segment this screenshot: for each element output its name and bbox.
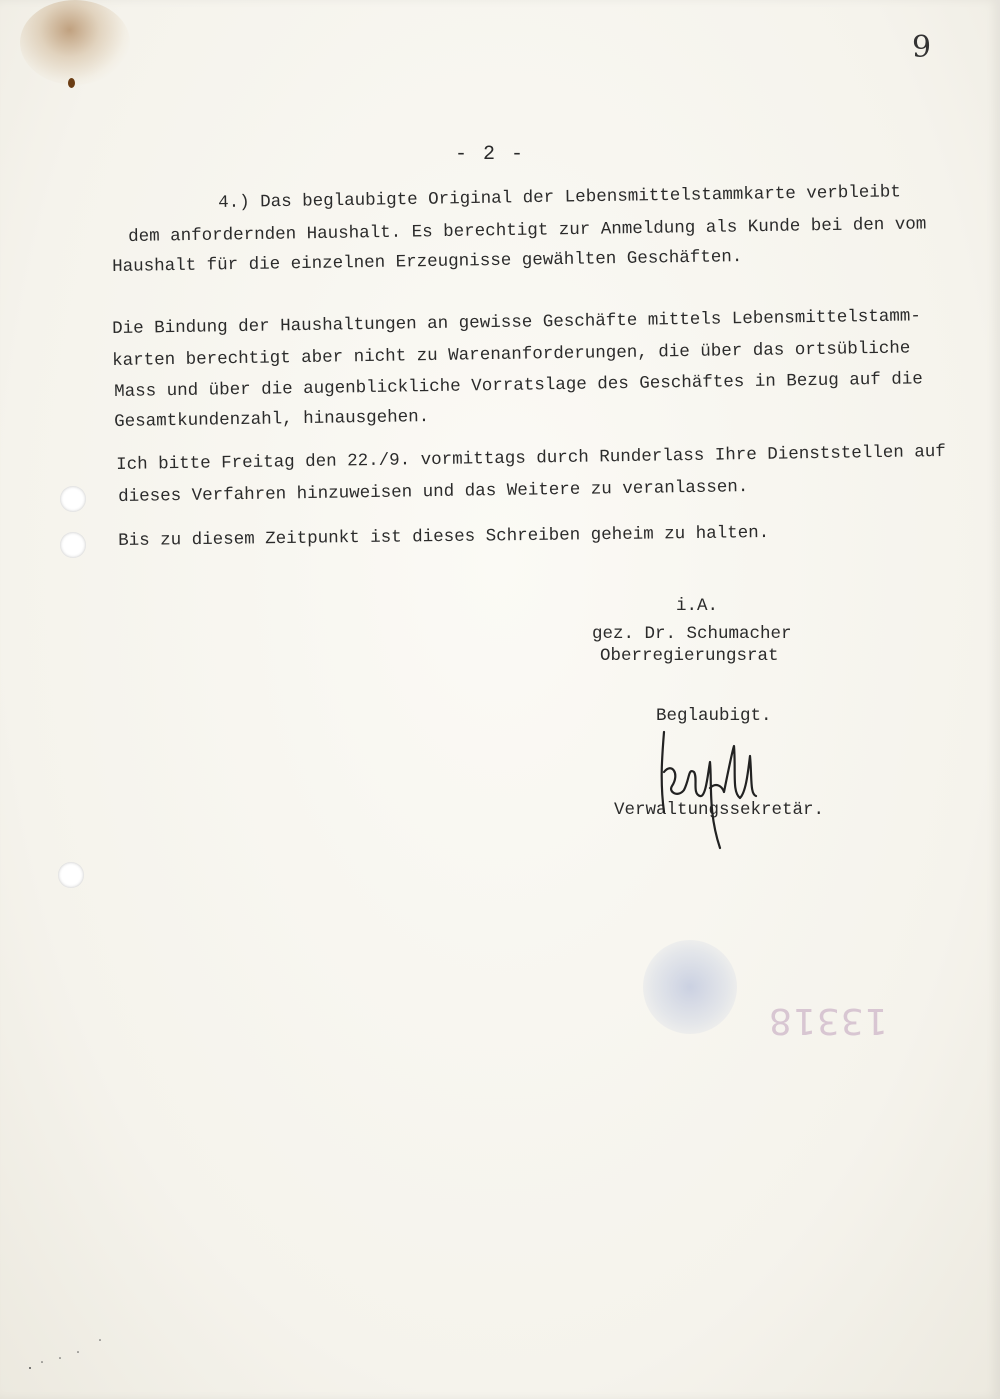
- paragraph-bindung-line-4: Gesamtkundenzahl, hinausgehen.: [114, 407, 430, 432]
- rust-spot: [68, 78, 75, 88]
- closing-title: Oberregierungsrat: [600, 646, 779, 666]
- archive-stamp: [643, 940, 737, 1034]
- closing-ia: i.A.: [676, 596, 719, 616]
- paragraph-freitag-line-2: dieses Verfahren hinzuweisen und das Weitere zu veranlassen.: [118, 477, 749, 507]
- punch-hole-middle: [60, 532, 86, 558]
- page-number: - 2 -: [455, 143, 526, 166]
- paragraph-geheim: Bis zu diesem Zeitpunkt ist dieses Schreiben geheim zu halten.: [118, 523, 770, 551]
- paragraph-freitag-line-1: Ich bitte Freitag den 22./9. vormittags durch Runderlass Ihre Dienststellen auf: [116, 441, 946, 475]
- closing-signed-by: gez. Dr. Schumacher: [592, 624, 792, 644]
- paragraph-bindung-line-2: karten berechtigt aber nicht zu Warenanforderungen, die über das ortsübliche: [112, 338, 911, 371]
- paragraph-4-line-1: 4.) Das beglaubigte Original der Lebensmittelstammkarte verbleibt: [218, 182, 901, 213]
- paragraph-4-line-3: Haushalt für die einzelnen Erzeugnisse gewählten Geschäften.: [112, 247, 743, 277]
- paragraph-bindung-line-1: Die Bindung der Haushaltungen an gewisse Geschäfte mittels Lebensmittelstamm-: [112, 306, 921, 339]
- paragraph-bindung-line-3: Mass und über die augenblickliche Vorratslage des Geschäftes in Bezug auf die: [114, 369, 923, 402]
- paragraph-4-line-2: dem anfordernden Haushalt. Es berechtigt zur Anmeldung als Kunde bei den vom: [128, 214, 927, 247]
- folio-number: 9: [912, 30, 932, 65]
- rust-stain: [20, 0, 130, 85]
- punch-hole-bottom: [58, 862, 84, 888]
- handwritten-signature: [650, 712, 780, 852]
- certification-label: Beglaubigt.: [656, 706, 772, 726]
- punch-hole-top: [60, 486, 86, 512]
- paper-specks: [20, 1330, 120, 1380]
- archive-stamp-number: 13318: [768, 1000, 888, 1041]
- certification-role: Verwaltungssekretär.: [614, 800, 825, 820]
